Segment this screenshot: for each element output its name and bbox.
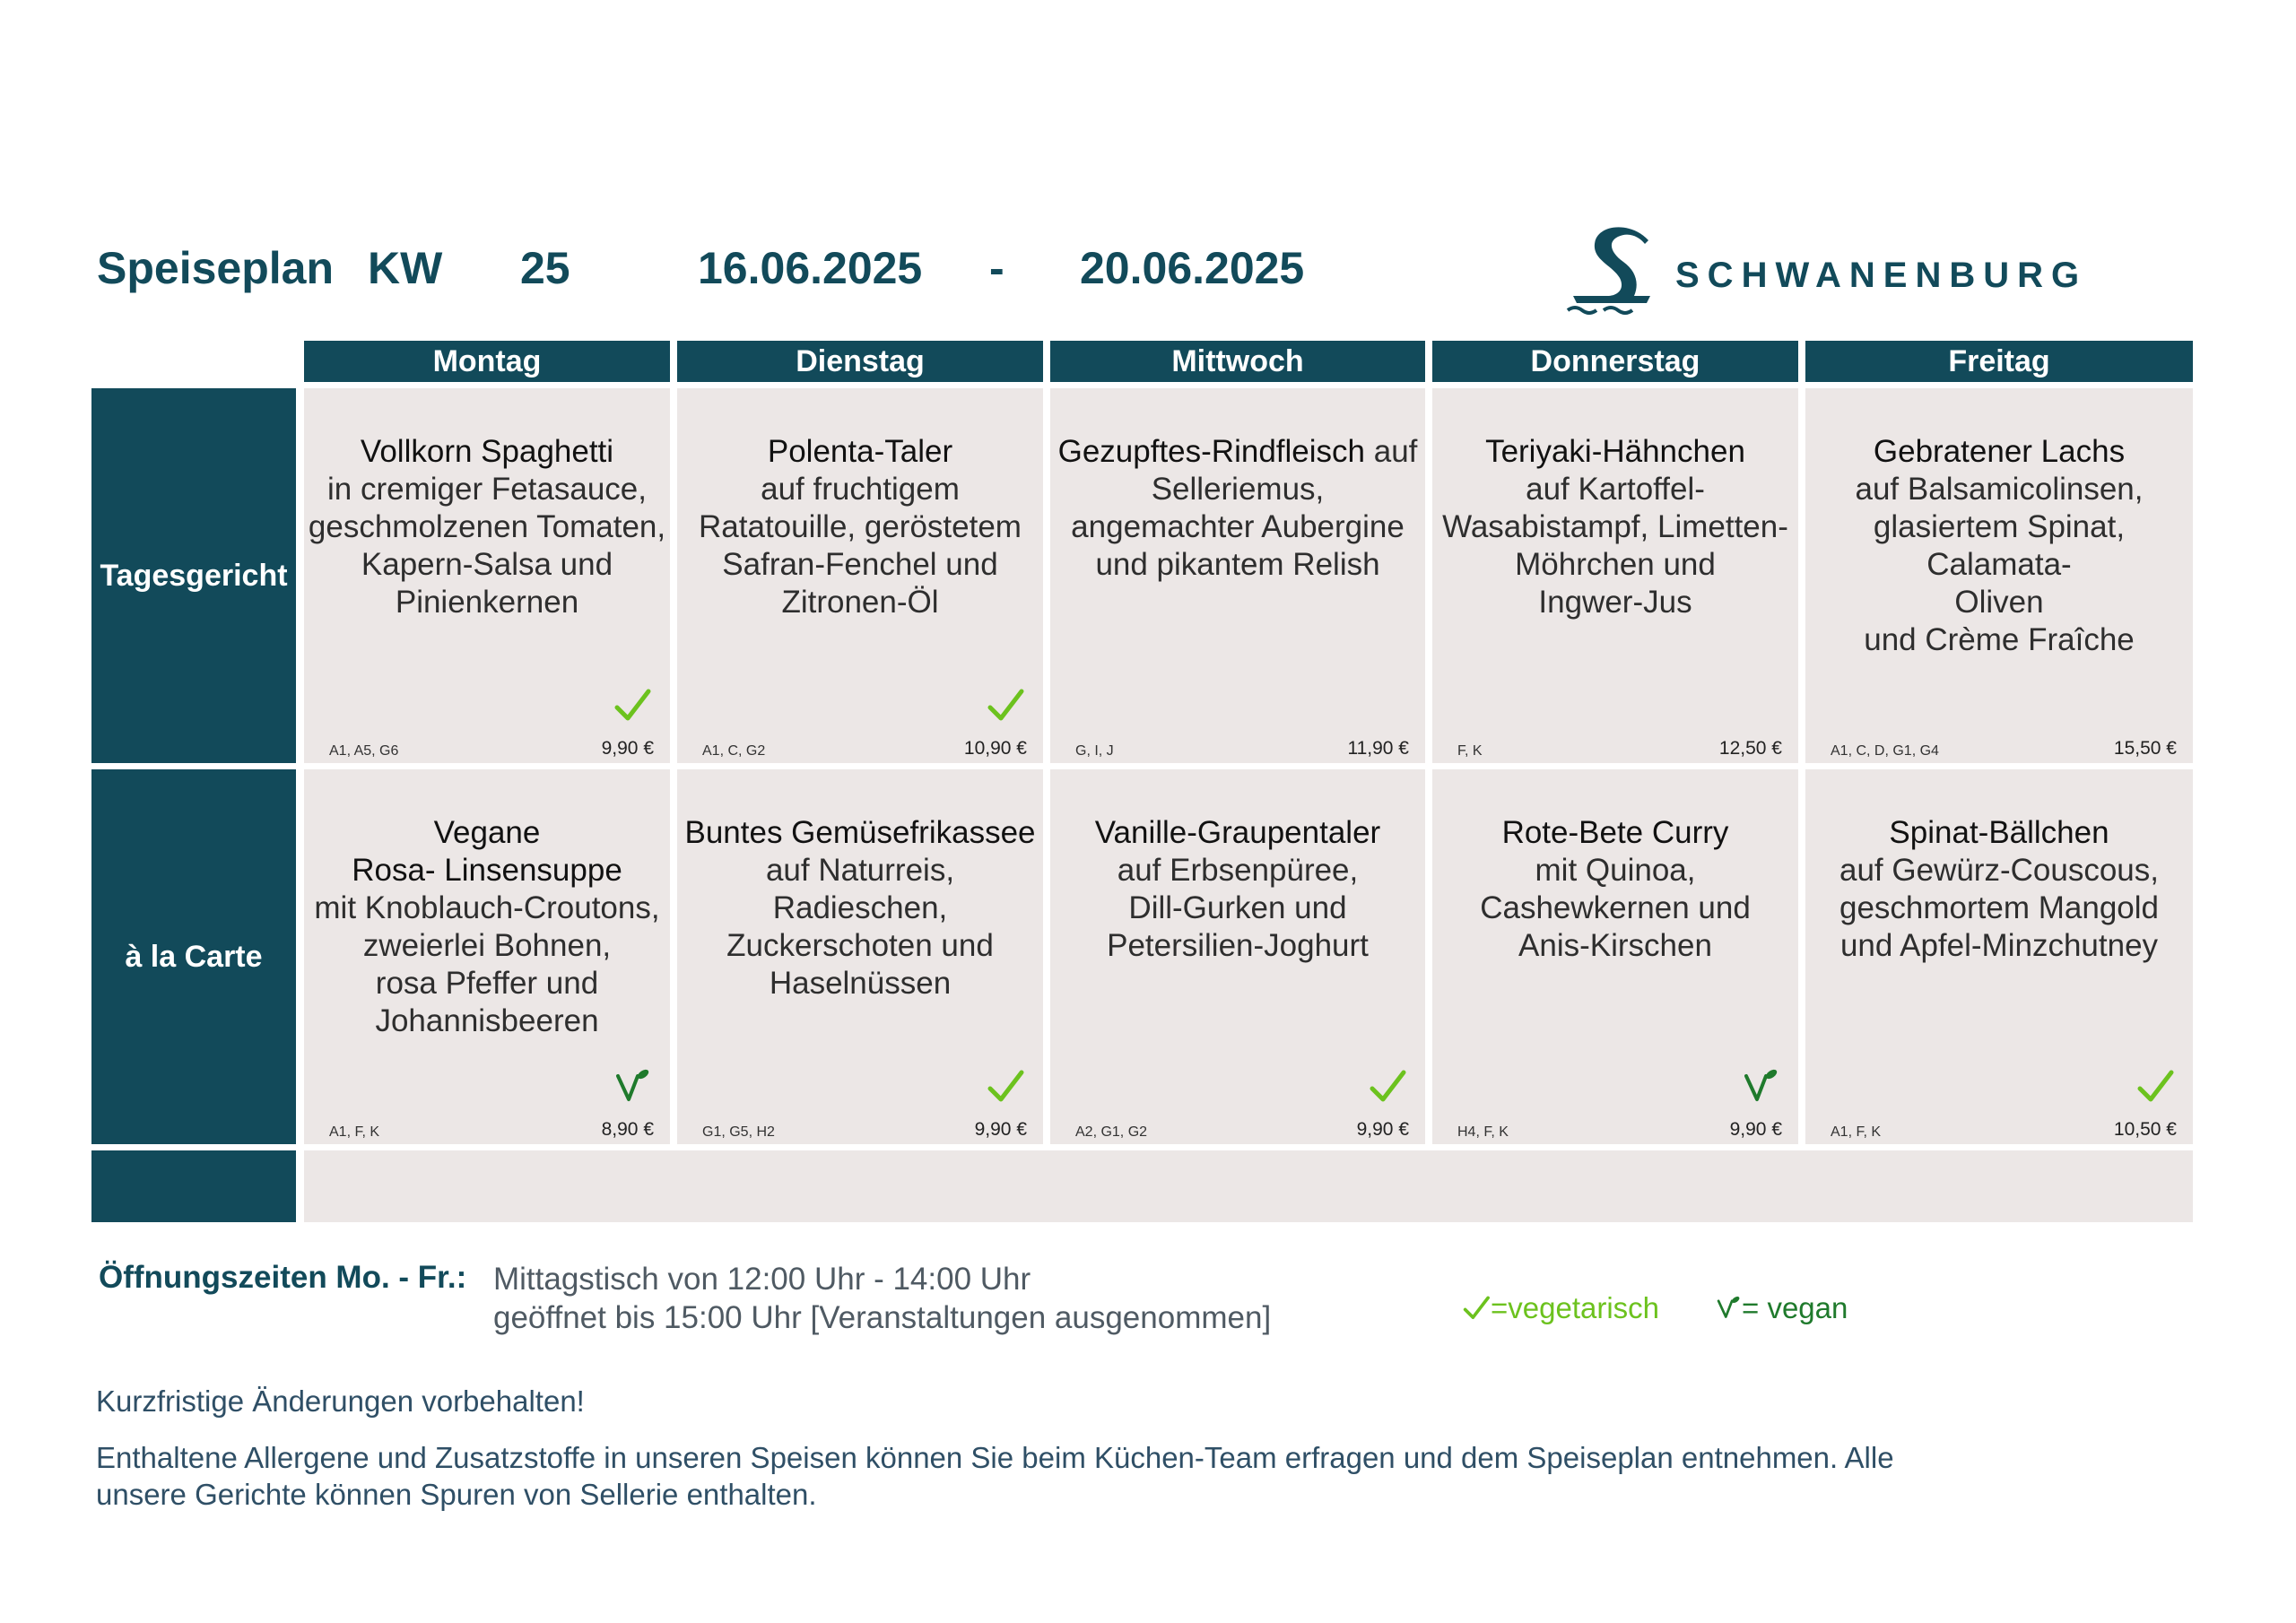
meal-description: auf Naturreis, Radieschen, Zuckerschoten und Haselnüssen: [726, 853, 994, 1001]
day-header-freitag: Freitag: [1805, 341, 2193, 382]
allergens: F, K: [1457, 743, 1483, 759]
meal-name-line: [1058, 434, 1418, 469]
week-number: 25: [520, 243, 570, 293]
meal-description: auf Gewürz-Couscous, geschmortem Mangold und Apfel-Minzchutney: [1839, 853, 2159, 963]
day-header-donnerstag: Donnerstag: [1432, 341, 1798, 382]
vegan-leaf-icon: [1741, 1067, 1780, 1107]
day-header-mittwoch: Mittwoch: [1050, 341, 1425, 382]
day-header-dienstag: Dienstag: [677, 341, 1043, 382]
vegetarian-check-icon: [613, 686, 652, 725]
legend-vegan: [1715, 1291, 1848, 1325]
meal-description: in cremiger Fetasauce, geschmolzenen Tomaten, Kapern-Salsa und Pinienkernen: [308, 472, 666, 620]
allergens: A1, A5, G6: [329, 743, 399, 759]
notice-changes: Kurzfristige Änderungen vorbehalten!: [96, 1384, 585, 1418]
meal-cell: [677, 769, 1043, 1144]
vegetarian-check-icon: [1462, 1294, 1491, 1323]
meal-cell: [677, 388, 1043, 763]
price: 12,50 €: [1718, 738, 1782, 759]
legend-vegan-text: = vegan: [1742, 1291, 1848, 1324]
price: 9,90 €: [1356, 1119, 1409, 1140]
opening-hours-line2: geöffnet bis 15:00 Uhr [Veranstaltungen ausgenommen]: [493, 1300, 1272, 1335]
start-date: 16.06.2025: [698, 243, 923, 293]
allergens: A1, C, G2: [702, 743, 766, 759]
price: 9,90 €: [974, 1119, 1027, 1140]
price: 9,90 €: [1729, 1119, 1782, 1140]
vegan-leaf-icon: [1715, 1294, 1742, 1323]
allergens: A1, F, K: [329, 1124, 380, 1140]
row-label-empty: [91, 1150, 296, 1222]
meal-cell: [1050, 769, 1425, 1144]
swan-icon: [1564, 227, 1650, 320]
meal-name: Vegane Rosa- Linsensuppe: [352, 815, 622, 888]
meal-name: Vollkorn Spaghetti: [360, 434, 614, 469]
vegetarian-check-icon: [1368, 1067, 1407, 1107]
empty-row: [304, 1150, 2193, 1222]
meal-name-suffix: auf: [1365, 434, 1418, 469]
vegetarian-check-icon: [986, 686, 1025, 725]
legend-vegetarian: [1462, 1291, 1659, 1325]
vegetarian-check-icon: [2135, 1067, 2175, 1107]
allergens: G1, G5, H2: [702, 1124, 775, 1140]
kw-label: KW: [368, 243, 443, 293]
meal-name: Polenta-Taler: [767, 434, 953, 469]
meal-name: Teriyaki-Hähnchen: [1485, 434, 1745, 469]
allergens: A1, F, K: [1831, 1124, 1882, 1140]
meal-cell: [304, 769, 670, 1144]
meal-description: mit Knoblauch-Croutons, zweierlei Bohnen, rosa Pfeffer und Johannisbeeren: [314, 890, 660, 1038]
schwanenburg-logo: [1561, 213, 2152, 321]
legend-vegetarian-text: =vegetarisch: [1491, 1291, 1660, 1324]
allergens: G, I, J: [1075, 743, 1114, 759]
notice-allergens: Enthaltene Allergene und Zusatzstoffe in unseren Speisen können Sie beim Küchen-Team erfragen und dem Speiseplan entnehmen. Alle unsere Gerichte können Spuren von Sellerie enthalten.: [96, 1441, 1894, 1511]
price: 9,90 €: [601, 738, 654, 759]
end-date: 20.06.2025: [1080, 243, 1305, 293]
price: 11,90 €: [1347, 738, 1409, 759]
logo-text: SCHWANENBURG: [1675, 256, 2088, 295]
price: 15,50 €: [2113, 738, 2177, 759]
meal-cell: [1432, 769, 1798, 1144]
meal-name: Buntes Gemüsefrikassee: [684, 815, 1036, 850]
meal-name: Rote-Bete Curry: [1501, 815, 1729, 850]
meal-description: auf fruchtigem Ratatouille, geröstetem Safran-Fenchel und Zitronen-Öl: [699, 472, 1022, 620]
price: 10,50 €: [2113, 1119, 2177, 1140]
meal-name: Gezupftes-Rindfleisch: [1057, 434, 1365, 469]
meal-cell: [1805, 388, 2193, 763]
meal-name: Vanille-Graupentaler: [1094, 815, 1381, 850]
allergens: A1, C, D, G1, G4: [1831, 743, 1939, 759]
meal-description: auf Balsamicolinsen, glasiertem Spinat, Calamata- Oliven und Crème Fraîche: [1855, 472, 2144, 657]
meal-description: auf Kartoffel- Wasabistampf, Limetten- Möhrchen und Ingwer-Jus: [1442, 472, 1788, 620]
row-label-tagesgericht: Tagesgericht: [91, 388, 296, 763]
price: 10,90 €: [963, 738, 1027, 759]
row-label-a-la-carte: à la Carte: [91, 769, 296, 1144]
meal-cell: [1432, 388, 1798, 763]
meal-name: Spinat-Bällchen: [1889, 815, 2109, 850]
meal-name: Gebratener Lachs: [1873, 434, 2126, 469]
meal-cell: [1050, 388, 1425, 763]
meal-description: mit Quinoa, Cashewkernen und Anis-Kirschen: [1480, 853, 1751, 963]
page-title: Speiseplan: [97, 243, 334, 293]
date-separator: -: [989, 243, 1004, 293]
vegan-leaf-icon: [613, 1067, 652, 1107]
price: 8,90 €: [601, 1119, 654, 1140]
allergens: A2, G1, G2: [1075, 1124, 1148, 1140]
opening-hours-label: Öffnungszeiten Mo. - Fr.:: [99, 1260, 467, 1295]
vegetarian-check-icon: [986, 1067, 1025, 1107]
meal-description: Selleriemus, angemachter Aubergine und pikantem Relish: [1071, 472, 1405, 582]
meal-cell: [1805, 769, 2193, 1144]
day-header-montag: Montag: [304, 341, 670, 382]
allergens: H4, F, K: [1457, 1124, 1509, 1140]
meal-cell: [304, 388, 670, 763]
meal-description: auf Erbsenpüree, Dill-Gurken und Petersilien-Joghurt: [1107, 853, 1369, 963]
opening-hours-line1: Mittagstisch von 12:00 Uhr - 14:00 Uhr: [493, 1262, 1031, 1297]
